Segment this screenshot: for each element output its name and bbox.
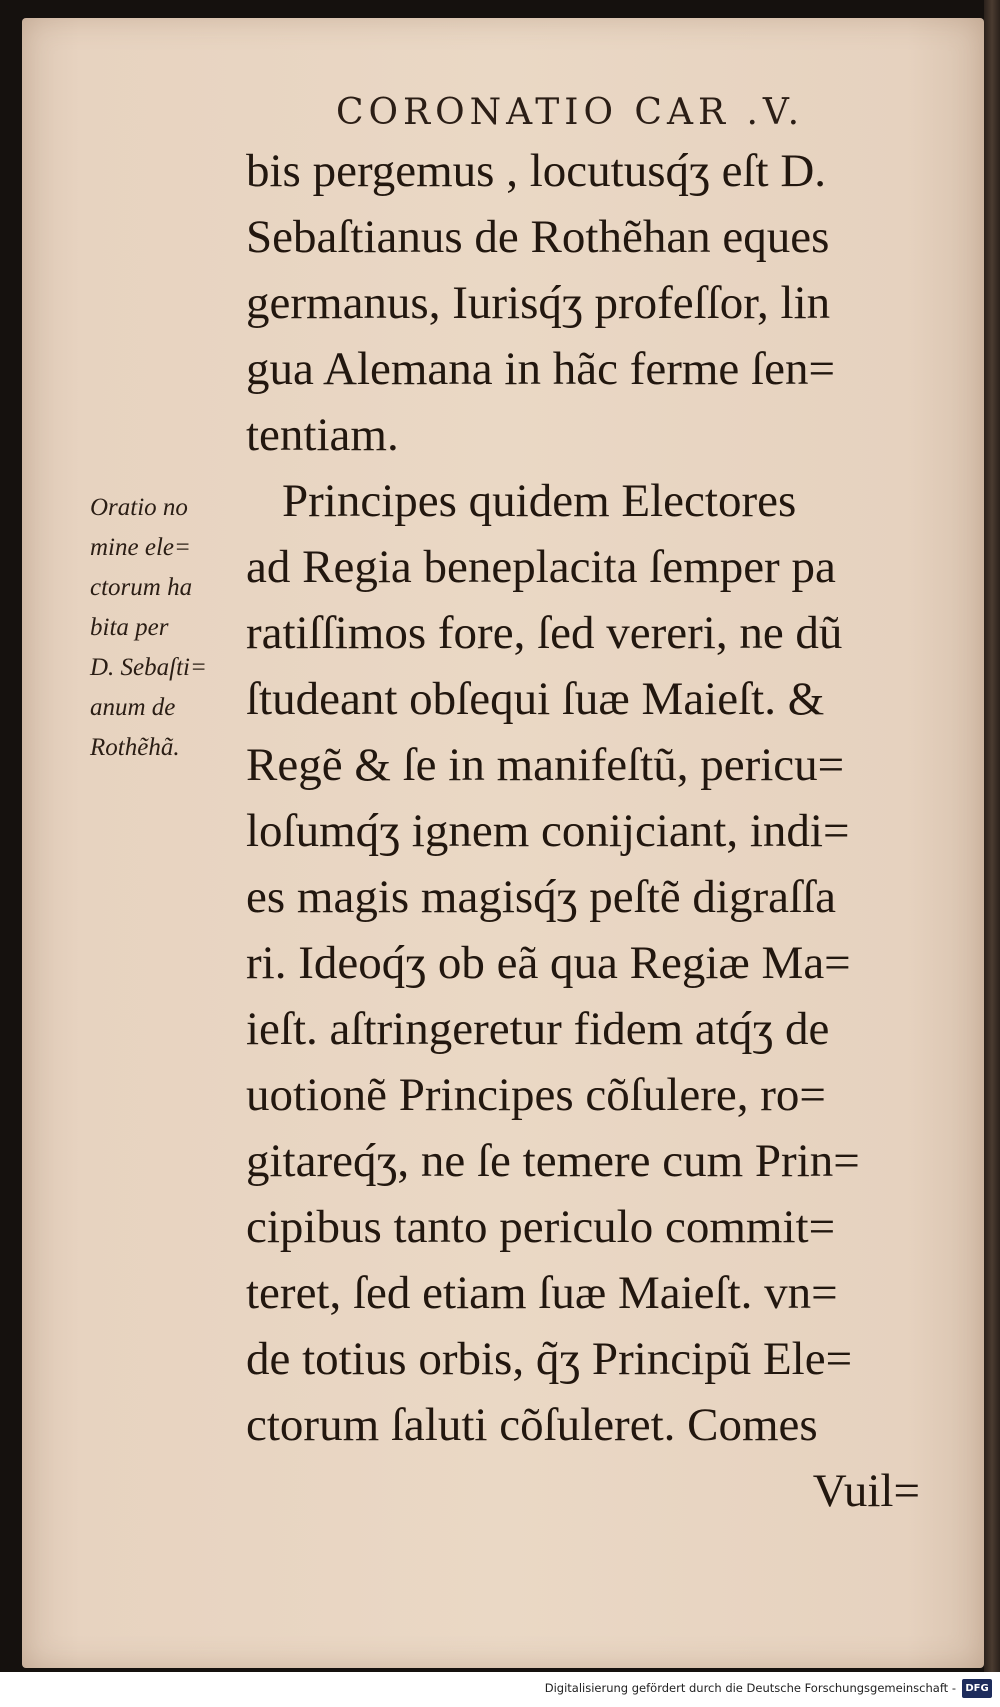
- text-line: Regẽ & ſe in manifeſtũ, pericu=: [246, 739, 845, 791]
- marginal-note-line: Rothẽhã.: [90, 734, 180, 761]
- text-line: uotionẽ Principes cõſulere, ro=: [246, 1069, 826, 1121]
- text-line: ieſt. aſtringeretur fidem atq́ʒ de: [246, 1003, 830, 1055]
- text-line: de totius orbis, q̃ʒ Principũ Ele=: [246, 1333, 853, 1385]
- text-line: gua Alemana in hãc ferme ſen=: [246, 343, 835, 395]
- text-line: ratiſſimos fore, ſed vereri, ne dũ: [246, 607, 843, 659]
- text-line: es magis magisq́ʒ peſtẽ digraſſa: [246, 871, 836, 923]
- text-line: teret, ſed etiam ſuæ Maieſt. vn=: [246, 1267, 838, 1319]
- marginal-note-line: D. Sebaſti=: [90, 654, 207, 681]
- body-text: [246, 138, 926, 1524]
- marginal-note-line: bita per: [90, 614, 169, 641]
- text-line: bis pergemus , locutusq́ʒ eſt D.: [246, 145, 827, 197]
- dfg-logo-icon: DFG: [962, 1679, 992, 1698]
- text-line: ſtudeant obſequi ſuæ Maieſt. &: [246, 673, 825, 725]
- text-line: cipibus tanto periculo commit=: [246, 1201, 836, 1253]
- text-line: tentiam.: [246, 409, 399, 461]
- text-line: ctorum ſaluti cõſuleret. Comes: [246, 1399, 818, 1451]
- funding-credit: Digitalisierung gefördert durch die Deutsche Forschungsgemeinschaft -: [544, 1681, 956, 1695]
- text-line: Principes quidem Electores: [282, 475, 797, 527]
- text-line: ri. Ideoq́ʒ ob eã qua Regiæ Ma=: [246, 937, 851, 989]
- text-line: gitareq́ʒ, ne ſe temere cum Prin=: [246, 1135, 860, 1187]
- text-line: ad Regia beneplacita ſemper pa: [246, 541, 836, 593]
- marginal-note-line: anum de: [90, 694, 176, 721]
- marginal-note-line: Oratio no: [90, 494, 188, 521]
- digitization-footer: [0, 1672, 1000, 1707]
- marginal-note: [90, 488, 240, 768]
- text-line: Sebaſtianus de Rothẽhan eques: [246, 211, 830, 263]
- book-edge: [984, 0, 1000, 1690]
- marginal-note-line: ctorum ha: [90, 574, 193, 601]
- running-head: CORONATIO CAR .V.: [336, 92, 805, 133]
- marginal-note-line: mine ele=: [90, 534, 191, 561]
- catchword: Vuil=: [812, 1465, 920, 1517]
- text-line: germanus, Iurisq́ʒ profeſſor, lin: [246, 277, 831, 329]
- text-line: loſumq́ʒ ignem conijciant, indi=: [246, 805, 850, 857]
